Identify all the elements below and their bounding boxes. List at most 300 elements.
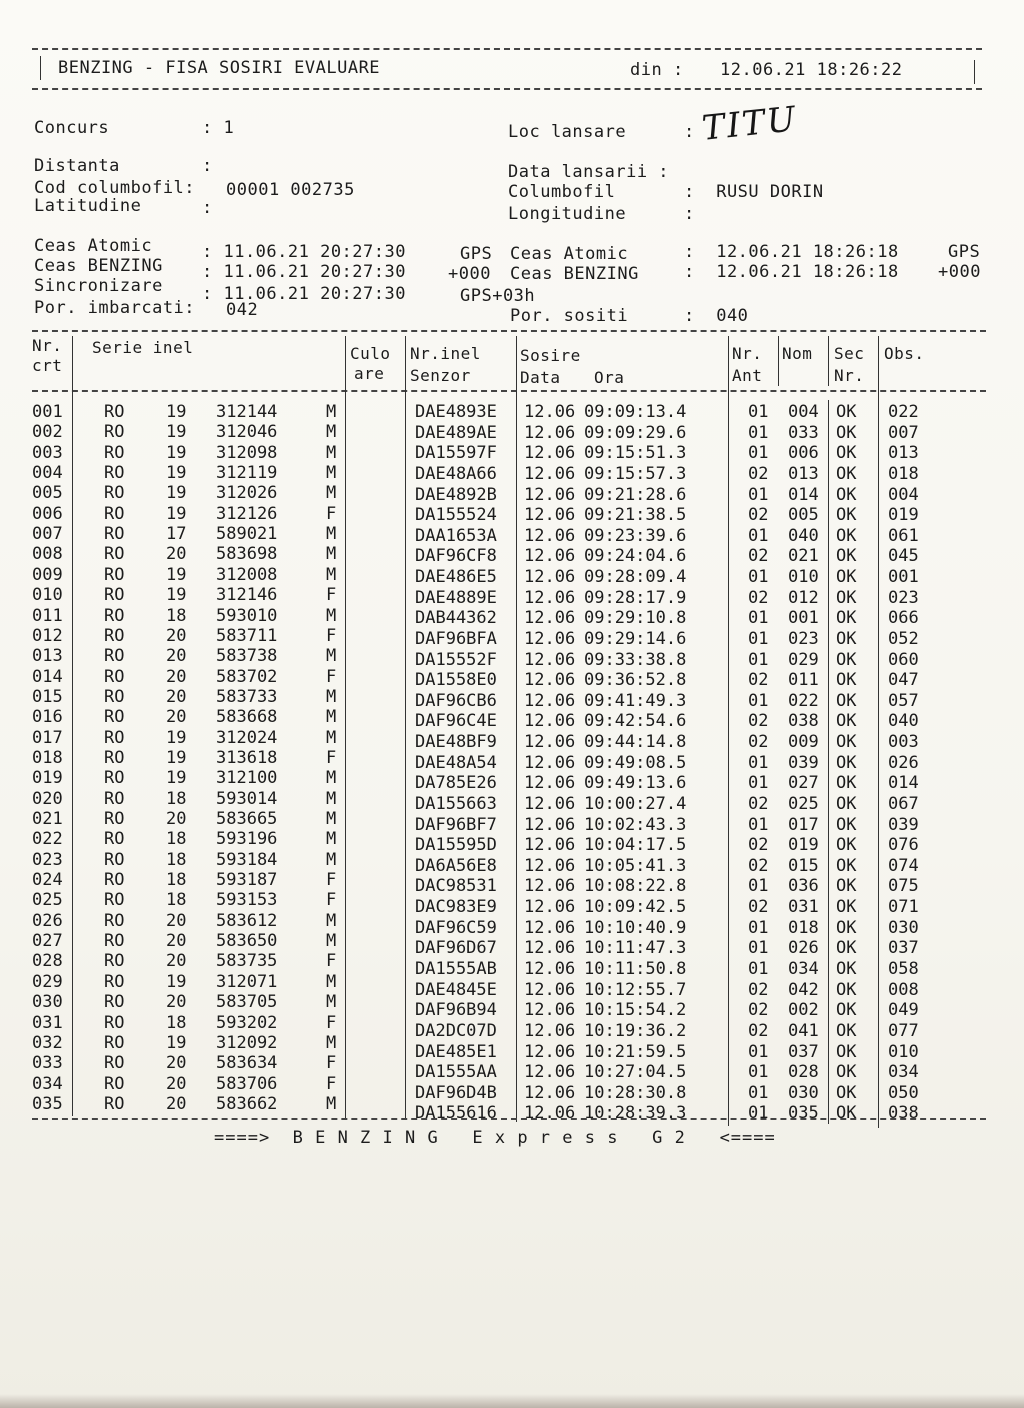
security-status: OK — [836, 876, 857, 897]
ring-year: 20 — [166, 1093, 187, 1114]
observation: 077 — [888, 1020, 919, 1041]
latitudine-sep: : — [202, 198, 213, 218]
observation: 037 — [888, 938, 919, 959]
col-crt: crt — [32, 356, 63, 375]
ring-number: 312100 — [216, 768, 278, 789]
arrival-date: 12.06 — [524, 505, 576, 526]
ring-country: RO — [104, 707, 125, 728]
arrival-time: 09:24:04.6 — [584, 546, 687, 567]
antenna-number: 01 — [748, 1082, 769, 1103]
arrival-time: 10:11:47.3 — [584, 938, 687, 959]
sensor-id: DAF96CB6 — [415, 690, 497, 711]
sensor-id: DA15595D — [415, 835, 497, 856]
ring-year: 20 — [166, 910, 187, 931]
ring-year: 18 — [166, 829, 187, 850]
nominal-order: 021 — [788, 546, 819, 567]
pigeon-sex: F — [326, 1053, 337, 1074]
pigeon-sex: M — [326, 686, 337, 707]
columbofil-label: Columbofil — [508, 182, 616, 202]
left-atomic-suffix: GPS — [460, 244, 493, 264]
arrival-date: 12.06 — [524, 1000, 576, 1021]
table-row — [30, 809, 990, 835]
security-status: OK — [836, 835, 857, 856]
pigeon-sex: M — [326, 931, 337, 952]
observation: 014 — [888, 773, 919, 794]
table-row — [30, 1053, 990, 1083]
nominal-order: 028 — [788, 1062, 819, 1083]
arrival-time: 09:15:57.3 — [584, 463, 687, 484]
security-status: OK — [836, 732, 857, 753]
ring-year: 17 — [166, 524, 187, 545]
arrival-time: 09:09:13.4 — [584, 402, 687, 422]
ring-number: 312046 — [216, 422, 278, 443]
col-sec: Sec — [834, 344, 865, 363]
pigeon-sex: M — [326, 422, 337, 443]
pigeon-sex: M — [326, 788, 337, 809]
ring-year: 19 — [166, 442, 187, 463]
arrival-date: 12.06 — [524, 1020, 576, 1041]
arrival-date: 12.06 — [524, 422, 576, 443]
table-row — [30, 747, 990, 773]
row-number: 013 — [32, 646, 63, 667]
ring-country: RO — [104, 747, 125, 768]
sync-label: Sincronizare — [34, 276, 163, 296]
ring-country: RO — [104, 686, 125, 707]
antenna-number: 02 — [748, 1020, 769, 1041]
ring-country: RO — [104, 585, 125, 606]
col-ora: Ora — [594, 368, 625, 387]
ring-number: 593014 — [216, 788, 278, 809]
row-number: 030 — [32, 992, 63, 1013]
sensor-id: DAE48A66 — [415, 463, 497, 484]
observation: 049 — [888, 1000, 919, 1021]
pigeon-sex: M — [326, 483, 337, 504]
antenna-number: 01 — [748, 1041, 769, 1062]
ring-year: 19 — [166, 1032, 187, 1053]
antenna-number: 02 — [748, 897, 769, 918]
ring-number: 583612 — [216, 910, 278, 931]
ring-year: 20 — [166, 809, 187, 829]
table-row — [30, 504, 990, 525]
pigeon-sex: M — [326, 971, 337, 992]
header-bottom-rule — [32, 88, 982, 90]
arrival-time: 09:28:09.4 — [584, 567, 687, 588]
antenna-number: 01 — [748, 402, 769, 422]
ring-number: 589021 — [216, 524, 278, 545]
row-number: 020 — [32, 788, 63, 809]
ring-year: 20 — [166, 951, 187, 972]
arrival-time: 09:23:39.6 — [584, 525, 687, 546]
nominal-order: 012 — [788, 587, 819, 608]
row-number: 021 — [32, 809, 63, 829]
header-right-border — [974, 60, 975, 84]
observation: 066 — [888, 608, 919, 629]
security-status: OK — [836, 463, 857, 484]
table-row — [30, 707, 990, 732]
arrival-date: 12.06 — [524, 855, 576, 876]
ring-number: 312119 — [216, 463, 278, 484]
ring-country: RO — [104, 1053, 125, 1074]
pigeon-sex: F — [326, 666, 337, 687]
table-row — [30, 1073, 990, 1103]
arrival-time: 09:15:51.3 — [584, 443, 687, 464]
arrival-time: 10:04:17.5 — [584, 835, 687, 856]
antenna-number: 02 — [748, 835, 769, 856]
security-status: OK — [836, 670, 857, 691]
right-atomic-suffix: GPS — [948, 242, 981, 262]
pigeon-sex: M — [326, 829, 337, 850]
arrival-time: 09:33:38.8 — [584, 649, 687, 670]
pigeon-sex: F — [326, 625, 337, 646]
nominal-order: 005 — [788, 505, 819, 526]
row-number: 033 — [32, 1053, 63, 1074]
row-number: 023 — [32, 849, 63, 870]
ring-country: RO — [104, 1073, 125, 1094]
scan-bottom-edge — [0, 1394, 1024, 1408]
table-row — [30, 1012, 990, 1041]
pigeon-sex: M — [326, 463, 337, 484]
row-number: 007 — [32, 524, 63, 545]
observation: 008 — [888, 979, 919, 1000]
row-number: 018 — [32, 747, 63, 768]
ring-number: 312146 — [216, 585, 278, 606]
header-left-border — [40, 56, 41, 80]
table-bottom-rule — [32, 1118, 986, 1120]
sensor-id: DAF96B94 — [415, 1000, 497, 1021]
ring-year: 20 — [166, 686, 187, 707]
nominal-order: 030 — [788, 1082, 819, 1103]
observation: 050 — [888, 1082, 919, 1103]
row-number: 034 — [32, 1073, 63, 1094]
document-title: BENZING - FISA SOSIRI EVALUARE — [58, 58, 381, 78]
ring-year: 19 — [166, 422, 187, 443]
arrival-date: 12.06 — [524, 917, 576, 938]
security-status: OK — [836, 1000, 857, 1021]
table-row — [30, 849, 990, 876]
col-data: Data — [520, 368, 561, 387]
row-number: 014 — [32, 666, 63, 687]
nominal-order: 010 — [788, 567, 819, 588]
arrival-time: 10:27:04.5 — [584, 1062, 687, 1083]
security-status: OK — [836, 979, 857, 1000]
antenna-number: 02 — [748, 732, 769, 753]
right-atomic-label: Ceas Atomic — [510, 244, 629, 264]
ring-number: 312092 — [216, 1032, 278, 1053]
row-number: 015 — [32, 686, 63, 707]
security-status: OK — [836, 422, 857, 443]
security-status: OK — [836, 649, 857, 670]
sensor-id: DAE48BF9 — [415, 732, 497, 753]
arrival-time: 10:09:42.5 — [584, 897, 687, 918]
table-row — [30, 1032, 990, 1062]
observation: 052 — [888, 628, 919, 649]
observation: 040 — [888, 711, 919, 732]
ring-number: 583706 — [216, 1073, 278, 1094]
sensor-id: DA1555AB — [415, 958, 497, 979]
sensor-id: DA15597F — [415, 443, 497, 464]
arrival-time: 09:36:52.8 — [584, 670, 687, 691]
ring-year: 20 — [166, 1073, 187, 1094]
arrival-time: 10:15:54.2 — [584, 1000, 687, 1021]
loc-lansare-label: Loc lansare — [508, 122, 627, 142]
arrival-date: 12.06 — [524, 979, 576, 1000]
antenna-number: 01 — [748, 752, 769, 773]
security-status: OK — [836, 546, 857, 567]
ring-number: 312024 — [216, 727, 278, 748]
row-number: 032 — [32, 1032, 63, 1053]
table-row — [30, 1093, 990, 1124]
pigeon-sex: M — [326, 768, 337, 789]
security-status: OK — [836, 814, 857, 835]
ring-number: 312126 — [216, 503, 278, 524]
row-number: 001 — [32, 402, 63, 422]
cod-columbofil-label: Cod columbofil: — [34, 178, 196, 198]
ring-number: 583738 — [216, 646, 278, 667]
arrival-time: 09:42:54.6 — [584, 711, 687, 732]
sensor-id: DAE4893E — [415, 402, 497, 422]
table-row — [30, 768, 990, 794]
ring-number: 583702 — [216, 666, 278, 687]
sensor-id: DA785E26 — [415, 773, 497, 794]
antenna-number: 01 — [748, 608, 769, 629]
arrival-date: 12.06 — [524, 732, 576, 753]
arrival-date: 12.06 — [524, 1041, 576, 1062]
nominal-order: 017 — [788, 814, 819, 835]
antenna-number: 01 — [748, 525, 769, 546]
ring-year: 20 — [166, 992, 187, 1013]
longitudine-sep: : — [684, 204, 695, 224]
row-number: 011 — [32, 605, 63, 626]
observation: 019 — [888, 505, 919, 526]
pigeon-sex: M — [326, 910, 337, 931]
left-benzing-label: Ceas BENZING — [34, 256, 163, 276]
footer-brand: ====> B E N Z I N G E x p r e s s G 2 <==== — [214, 1128, 776, 1148]
arrival-time: 10:10:40.9 — [584, 917, 687, 938]
col-nr: Nr. — [32, 336, 63, 355]
col-are: are — [354, 364, 385, 383]
row-number: 025 — [32, 890, 63, 911]
col-senzor: Senzor — [410, 366, 471, 385]
observation: 058 — [888, 958, 919, 979]
ring-country: RO — [104, 788, 125, 809]
observation: 038 — [888, 1103, 919, 1124]
left-atomic-value: : 11.06.21 20:27:30 — [202, 242, 406, 262]
nominal-order: 004 — [788, 402, 819, 422]
row-number: 029 — [32, 971, 63, 992]
ring-country: RO — [104, 727, 125, 748]
row-number: 006 — [32, 503, 63, 524]
security-status: OK — [836, 525, 857, 546]
col-sosire: Sosire — [520, 346, 581, 365]
arrival-time: 10:00:27.4 — [584, 793, 687, 814]
observation: 075 — [888, 876, 919, 897]
arrival-date: 12.06 — [524, 752, 576, 773]
ring-number: 583711 — [216, 625, 278, 646]
pigeon-sex: M — [326, 1093, 337, 1114]
security-status: OK — [836, 855, 857, 876]
observation: 034 — [888, 1062, 919, 1083]
nominal-order: 036 — [788, 876, 819, 897]
ring-number: 312008 — [216, 564, 278, 585]
ring-year: 20 — [166, 625, 187, 646]
observation: 010 — [888, 1041, 919, 1062]
antenna-number: 01 — [748, 958, 769, 979]
nominal-order: 011 — [788, 670, 819, 691]
arrival-date: 12.06 — [524, 711, 576, 732]
security-status: OK — [836, 505, 857, 526]
col-rule-nom — [778, 336, 779, 386]
table-row — [30, 870, 990, 897]
ring-country: RO — [104, 890, 125, 911]
arrival-date: 12.06 — [524, 876, 576, 897]
antenna-number: 01 — [748, 567, 769, 588]
antenna-number: 01 — [748, 917, 769, 938]
antenna-number: 01 — [748, 690, 769, 711]
pigeon-sex: M — [326, 646, 337, 667]
antenna-number: 01 — [748, 876, 769, 897]
observation: 061 — [888, 525, 919, 546]
arrival-date: 12.06 — [524, 546, 576, 567]
pigeon-sex: F — [326, 747, 337, 768]
nominal-order: 014 — [788, 484, 819, 505]
pigeon-sex: M — [326, 564, 337, 585]
pigeon-sex: F — [326, 585, 337, 606]
ring-number: 593153 — [216, 890, 278, 911]
table-header-top-rule — [32, 330, 986, 332]
table-row — [30, 931, 990, 959]
right-benzing-value: : 12.06.21 18:26:18 — [684, 262, 899, 282]
table-row — [30, 524, 990, 545]
ring-year: 19 — [166, 503, 187, 524]
arrival-time: 10:08:22.8 — [584, 876, 687, 897]
antenna-number: 02 — [748, 793, 769, 814]
table-row — [30, 666, 990, 691]
ring-year: 19 — [166, 483, 187, 504]
security-status: OK — [836, 443, 857, 464]
col-culo: Culo — [350, 344, 391, 363]
row-number: 028 — [32, 951, 63, 972]
observation: 004 — [888, 484, 919, 505]
sensor-id: DAF96BFA — [415, 628, 497, 649]
security-status: OK — [836, 1041, 857, 1062]
latitudine-label: Latitudine — [34, 196, 142, 216]
antenna-number: 01 — [748, 628, 769, 649]
observation: 060 — [888, 649, 919, 670]
ring-country: RO — [104, 870, 125, 891]
ring-number: 583698 — [216, 544, 278, 565]
antenna-number: 01 — [748, 938, 769, 959]
sensor-id: DA1558E0 — [415, 670, 497, 691]
table-row — [30, 402, 990, 423]
arrival-date: 12.06 — [524, 484, 576, 505]
sensor-id: DA155616 — [415, 1103, 497, 1124]
nominal-order: 015 — [788, 855, 819, 876]
antenna-number: 02 — [748, 587, 769, 608]
ring-country: RO — [104, 442, 125, 463]
imbarcati-value: 042 — [226, 300, 259, 320]
observation: 022 — [888, 402, 919, 422]
concurs-value: : 1 — [202, 118, 235, 138]
row-number: 026 — [32, 910, 63, 931]
ring-number: 593196 — [216, 829, 278, 850]
ring-number: 583735 — [216, 951, 278, 972]
cod-columbofil-value: 00001 002735 — [226, 180, 355, 200]
sensor-id: DAB44362 — [415, 608, 497, 629]
arrival-date: 12.06 — [524, 793, 576, 814]
antenna-number: 01 — [748, 1062, 769, 1083]
observation: 067 — [888, 793, 919, 814]
col-ant: Ant — [732, 366, 763, 385]
right-atomic-value: : 12.06.21 18:26:18 — [684, 242, 899, 262]
sensor-id: DA15552F — [415, 649, 497, 670]
ring-year: 18 — [166, 890, 187, 911]
observation: 018 — [888, 463, 919, 484]
ring-number: 312144 — [216, 402, 278, 422]
antenna-number: 02 — [748, 855, 769, 876]
sensor-id: DAA1653A — [415, 525, 497, 546]
antenna-number: 01 — [748, 649, 769, 670]
arrival-date: 12.06 — [524, 628, 576, 649]
observation: 007 — [888, 422, 919, 443]
security-status: OK — [836, 628, 857, 649]
ring-number: 583634 — [216, 1053, 278, 1074]
arrival-time: 09:28:17.9 — [584, 587, 687, 608]
left-atomic-label: Ceas Atomic — [34, 236, 153, 256]
security-status: OK — [836, 711, 857, 732]
antenna-number: 02 — [748, 979, 769, 1000]
sync-value: : 11.06.21 20:27:30 — [202, 284, 406, 304]
ring-year: 20 — [166, 931, 187, 952]
security-status: OK — [836, 1062, 857, 1083]
row-number: 012 — [32, 625, 63, 646]
sensor-id: DAF96C59 — [415, 917, 497, 938]
arrival-time: 10:11:50.8 — [584, 958, 687, 979]
row-number: 010 — [32, 585, 63, 606]
ring-country: RO — [104, 666, 125, 687]
arrival-time: 09:21:28.6 — [584, 484, 687, 505]
observation: 076 — [888, 835, 919, 856]
security-status: OK — [836, 917, 857, 938]
pigeon-sex: F — [326, 951, 337, 972]
security-status: OK — [836, 484, 857, 505]
ring-country: RO — [104, 422, 125, 443]
row-number: 004 — [32, 463, 63, 484]
ring-number: 313618 — [216, 747, 278, 768]
antenna-number: 01 — [748, 422, 769, 443]
pigeon-sex: F — [326, 870, 337, 891]
ring-country: RO — [104, 910, 125, 931]
ring-country: RO — [104, 951, 125, 972]
pigeon-sex: F — [326, 890, 337, 911]
pigeon-sex: M — [326, 727, 337, 748]
antenna-number: 01 — [748, 443, 769, 464]
nominal-order: 033 — [788, 422, 819, 443]
table-row — [30, 971, 990, 1000]
observation: 074 — [888, 855, 919, 876]
table-row — [30, 544, 990, 565]
arrival-time: 09:29:10.8 — [584, 608, 687, 629]
handwritten-release-location: TITU — [700, 99, 800, 149]
row-number: 016 — [32, 707, 63, 728]
sensor-id: DA155663 — [415, 793, 497, 814]
col-sec-nr: Nr. — [834, 366, 865, 385]
sensor-id: DAE486E5 — [415, 567, 497, 588]
security-status: OK — [836, 690, 857, 711]
ring-year: 19 — [166, 402, 187, 422]
ring-year: 19 — [166, 768, 187, 789]
antenna-number: 02 — [748, 670, 769, 691]
pigeon-sex: M — [326, 849, 337, 870]
